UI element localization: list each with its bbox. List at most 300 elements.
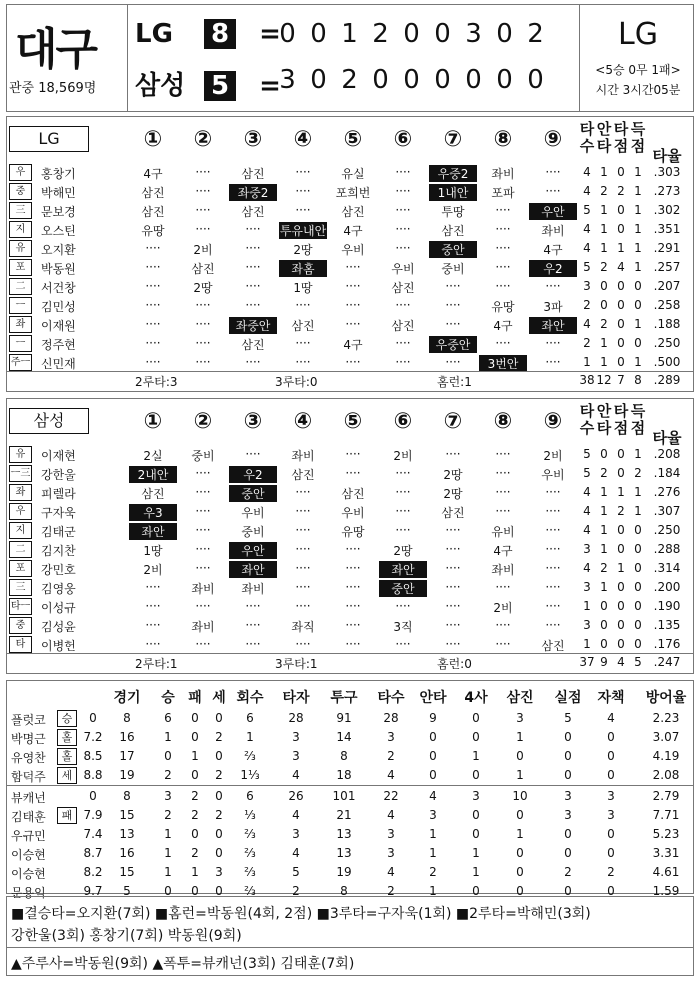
at-bat-result: 좌안 bbox=[129, 523, 177, 540]
team-label: LG bbox=[9, 126, 89, 152]
batting-stat: 0 bbox=[617, 637, 625, 651]
at-bat-result: ···· bbox=[545, 355, 561, 369]
pitching-stat: 3 bbox=[516, 711, 524, 725]
position-box: ㅡ bbox=[9, 335, 32, 352]
pitching-stat: 3 bbox=[292, 749, 300, 763]
batting-stat: .135 bbox=[653, 618, 681, 632]
pitching-stat: 17 bbox=[119, 749, 135, 763]
inning-score: 1 bbox=[341, 19, 358, 49]
batting-stat: .176 bbox=[653, 637, 681, 651]
inning-score: 0 bbox=[496, 19, 513, 49]
pitcher-era-prev: 0 bbox=[89, 789, 97, 803]
pitcher-name: 우규민 bbox=[11, 829, 46, 843]
pitching-stat: 8 bbox=[340, 884, 348, 898]
at-bat-result: ···· bbox=[495, 279, 511, 293]
at-bat-result: ···· bbox=[395, 504, 411, 518]
at-bat-result: 좌홈 bbox=[279, 260, 327, 277]
at-bat-result: ···· bbox=[445, 637, 461, 651]
batting-stat: .250 bbox=[653, 336, 681, 350]
pitcher-era-prev: 7.9 bbox=[83, 808, 103, 822]
pitching-stat: 1 bbox=[164, 846, 172, 860]
at-bat-result: 우3 bbox=[129, 504, 177, 521]
batting-stat: 2 bbox=[600, 561, 608, 575]
team-label: 삼성 bbox=[9, 408, 89, 434]
at-bat-result: ···· bbox=[495, 447, 511, 461]
batting-stat: 5 bbox=[583, 203, 591, 217]
position-box: 지 bbox=[9, 221, 32, 238]
pitching-header: 4사 bbox=[464, 690, 488, 706]
batting-stat: .208 bbox=[653, 447, 681, 461]
attendance: 관중 18,569명 bbox=[9, 81, 97, 96]
at-bat-result: 2내안 bbox=[129, 466, 177, 483]
batting-stat: 4 bbox=[583, 222, 591, 236]
at-bat-result: ···· bbox=[195, 523, 211, 537]
at-bat-result: ···· bbox=[545, 184, 561, 198]
at-bat-result: 4구 bbox=[543, 243, 563, 257]
at-bat-result: 2비 bbox=[543, 449, 563, 463]
at-bat-result: ···· bbox=[545, 618, 561, 632]
pitcher-era-prev: 7.2 bbox=[83, 730, 103, 744]
pitching-stat: 0 bbox=[215, 846, 223, 860]
position-box: ㅡ bbox=[9, 297, 32, 314]
batting-stat: 4 bbox=[583, 561, 591, 575]
inning-number: ① bbox=[143, 409, 163, 434]
batting-stat: 1 bbox=[634, 485, 642, 499]
at-bat-result: ···· bbox=[545, 279, 561, 293]
inning-number: ③ bbox=[243, 127, 263, 152]
at-bat-result: ···· bbox=[395, 165, 411, 179]
triples-total: 3루타:1 bbox=[275, 657, 318, 671]
pitching-header: 방어율 bbox=[645, 690, 687, 706]
at-bat-result: 유땅 bbox=[341, 525, 365, 539]
doubles-total: 2루타:3 bbox=[135, 375, 178, 389]
pitching-stat: 28 bbox=[288, 711, 304, 725]
pitching-header: 타수 bbox=[377, 690, 405, 706]
position-box: 좌 bbox=[9, 484, 32, 501]
pitching-stat: 1.59 bbox=[652, 884, 680, 898]
pitching-stat: 2 bbox=[607, 865, 615, 879]
pitching-stat: 0 bbox=[564, 846, 572, 860]
notes-line-1: ■결승타=오지환(7회) ■홈런=박동원(4회, 2점) ■3루타=구자욱(1회) ■2루타=박해민(3회) bbox=[11, 906, 591, 922]
stat-header: 타점 bbox=[613, 402, 629, 437]
at-bat-result: 삼진 bbox=[391, 319, 415, 333]
inning-score: 0 bbox=[496, 65, 513, 95]
at-bat-result: ···· bbox=[195, 184, 211, 198]
at-bat-result: ···· bbox=[495, 466, 511, 480]
pitching-stat: 28 bbox=[383, 711, 399, 725]
at-bat-result: 4구 bbox=[493, 544, 513, 558]
at-bat-result: ···· bbox=[245, 599, 261, 613]
at-bat-result: ···· bbox=[495, 580, 511, 594]
batting-stat: 0 bbox=[617, 523, 625, 537]
at-bat-result: ···· bbox=[445, 355, 461, 369]
pitching-stat: 2 bbox=[429, 865, 437, 879]
at-bat-result: ···· bbox=[295, 165, 311, 179]
at-bat-result: ···· bbox=[295, 637, 311, 651]
pitching-header: 투구 bbox=[330, 690, 358, 706]
at-bat-result: 중비 bbox=[191, 449, 215, 463]
position-box: 포 bbox=[9, 560, 32, 577]
pitching-stat: 0 bbox=[429, 768, 437, 782]
at-bat-result: ···· bbox=[395, 184, 411, 198]
pitching-stat: 3 bbox=[387, 846, 395, 860]
pitcher-name: 박명근 bbox=[11, 732, 46, 746]
pitching-stat: ⅔ bbox=[244, 827, 256, 841]
inning-number: ⑨ bbox=[543, 409, 563, 434]
pitching-stat: 19 bbox=[336, 865, 352, 879]
at-bat-result: ···· bbox=[245, 447, 261, 461]
player-name: 홍창기 bbox=[41, 167, 76, 181]
stat-header: 득점 bbox=[630, 120, 646, 155]
position-box: 우 bbox=[9, 503, 32, 520]
at-bat-result: 삼진 bbox=[141, 487, 165, 501]
at-bat-result: ···· bbox=[545, 485, 561, 499]
at-bat-result: ···· bbox=[295, 561, 311, 575]
at-bat-result: ···· bbox=[545, 580, 561, 594]
pitching-header: 세 bbox=[212, 690, 226, 706]
at-bat-result: ···· bbox=[345, 580, 361, 594]
pitching-stat: 15 bbox=[119, 865, 135, 879]
at-bat-result: 유땅 bbox=[141, 224, 165, 238]
stat-header: 안타 bbox=[596, 120, 612, 155]
batting-stat: 3 bbox=[583, 618, 591, 632]
at-bat-result: ···· bbox=[445, 447, 461, 461]
venue: 대구 bbox=[15, 24, 97, 75]
position-box: 좌 bbox=[9, 316, 32, 333]
at-bat-result: 투땅 bbox=[441, 205, 465, 219]
at-bat-result: 우안 bbox=[229, 542, 277, 559]
at-bat-result: 삼진 bbox=[141, 205, 165, 219]
pitching-stat: 3 bbox=[564, 808, 572, 822]
batting-stat: 4 bbox=[583, 184, 591, 198]
at-bat-result: ···· bbox=[145, 317, 161, 331]
pitching-stat: 4 bbox=[292, 808, 300, 822]
team-total: 5 bbox=[634, 655, 642, 669]
inning-number: ⑦ bbox=[443, 127, 463, 152]
at-bat-result: 좌비 bbox=[491, 167, 515, 181]
pitching-stat: 2 bbox=[215, 808, 223, 822]
batting-stat: 1 bbox=[634, 203, 642, 217]
at-bat-result: ···· bbox=[395, 241, 411, 255]
pitching-stat: 1 bbox=[429, 884, 437, 898]
at-bat-result: 4구 bbox=[493, 319, 513, 333]
pitching-stat: 3 bbox=[292, 827, 300, 841]
at-bat-result: ···· bbox=[345, 466, 361, 480]
pitching-header: 실점 bbox=[554, 690, 582, 706]
inning-number: ④ bbox=[293, 409, 313, 434]
stat-header: 타점 bbox=[613, 120, 629, 155]
triples-total: 3루타:0 bbox=[275, 375, 318, 389]
pitching-stat: 0 bbox=[564, 749, 572, 763]
batting-stat: 0 bbox=[600, 599, 608, 613]
at-bat-result: ···· bbox=[545, 504, 561, 518]
at-bat-result: 2비 bbox=[493, 601, 513, 615]
batting-stat: 1 bbox=[634, 260, 642, 274]
batting-stat: 4 bbox=[583, 317, 591, 331]
pitching-stat: 0 bbox=[215, 884, 223, 898]
inning-number: ⑨ bbox=[543, 127, 563, 152]
pitching-stat: 1 bbox=[429, 827, 437, 841]
pitching-stat: 0 bbox=[429, 749, 437, 763]
pitching-stat: 0 bbox=[215, 749, 223, 763]
at-bat-result: ···· bbox=[295, 203, 311, 217]
pitching-stat: 1 bbox=[164, 827, 172, 841]
pitching-header: 경기 bbox=[113, 690, 141, 706]
batting-stat: .314 bbox=[653, 561, 681, 575]
at-bat-result: ···· bbox=[395, 222, 411, 236]
at-bat-result: ···· bbox=[245, 298, 261, 312]
batting-stat: .184 bbox=[653, 466, 681, 480]
pitching-stat: 2.08 bbox=[652, 768, 680, 782]
at-bat-result: 우중안 bbox=[429, 336, 477, 353]
pitching-stat: 2 bbox=[164, 768, 172, 782]
pitcher-era-prev: 0 bbox=[89, 711, 97, 725]
at-bat-result: 우안 bbox=[529, 203, 577, 220]
at-bat-result: 4구 bbox=[343, 224, 363, 238]
at-bat-result: 삼진 bbox=[241, 338, 265, 352]
pitcher-era-prev: 8.7 bbox=[83, 846, 103, 860]
at-bat-result: ···· bbox=[495, 485, 511, 499]
at-bat-result: 삼진 bbox=[141, 186, 165, 200]
batting-stat: 0 bbox=[600, 637, 608, 651]
player-name: 오스틴 bbox=[41, 224, 76, 238]
inning-score: 3 bbox=[279, 65, 296, 95]
inning-score: 0 bbox=[403, 65, 420, 95]
batting-stat: .258 bbox=[653, 298, 681, 312]
batting-stat: .207 bbox=[653, 279, 681, 293]
batting-stat: 1 bbox=[583, 599, 591, 613]
pitching-stat: 91 bbox=[336, 711, 352, 725]
inning-score: 0 bbox=[434, 65, 451, 95]
pitching-stat: 4 bbox=[387, 865, 395, 879]
pitching-stat: 0 bbox=[215, 789, 223, 803]
at-bat-result: ···· bbox=[245, 279, 261, 293]
pitching-stat: 4 bbox=[429, 789, 437, 803]
at-bat-result: ···· bbox=[195, 336, 211, 350]
batting-stat: 4 bbox=[583, 485, 591, 499]
batting-stat: 4 bbox=[583, 241, 591, 255]
at-bat-result: ···· bbox=[395, 466, 411, 480]
position-box: 중 bbox=[9, 183, 32, 200]
at-bat-result: ···· bbox=[545, 523, 561, 537]
batting-stat: 0 bbox=[617, 222, 625, 236]
at-bat-result: 우비 bbox=[391, 262, 415, 276]
inning-number: ⑧ bbox=[493, 409, 513, 434]
batting-stat: 2 bbox=[600, 317, 608, 331]
pitching-stat: 0 bbox=[215, 827, 223, 841]
at-bat-result: ···· bbox=[445, 542, 461, 556]
pitching-stat: 3 bbox=[472, 789, 480, 803]
at-bat-result: ···· bbox=[345, 542, 361, 556]
at-bat-result: ···· bbox=[245, 260, 261, 274]
player-name: 김영웅 bbox=[41, 582, 76, 596]
at-bat-result: ···· bbox=[295, 523, 311, 537]
notes-line-2: 강한울(3회) 홍창기(7회) 박동원(9회) bbox=[11, 928, 242, 944]
pitching-stat: 5 bbox=[292, 865, 300, 879]
batting-stat: 1 bbox=[600, 485, 608, 499]
batting-stat: 1 bbox=[600, 241, 608, 255]
pitcher-era-prev: 7.4 bbox=[83, 827, 103, 841]
batting-stat: 0 bbox=[617, 165, 625, 179]
at-bat-result: ···· bbox=[445, 279, 461, 293]
pitcher-name: 플럿코 bbox=[11, 713, 46, 727]
at-bat-result: ···· bbox=[195, 317, 211, 331]
team-total: 38 bbox=[579, 373, 595, 387]
at-bat-result: ···· bbox=[145, 279, 161, 293]
batting-stat: 1 bbox=[600, 336, 608, 350]
batting-stat: .250 bbox=[653, 523, 681, 537]
position-box: 주ㅡ bbox=[9, 354, 32, 371]
batting-stat: 0 bbox=[617, 317, 625, 331]
pitching-stat: 0 bbox=[516, 808, 524, 822]
pitching-stat: 10 bbox=[512, 789, 528, 803]
stat-header: 타율 bbox=[652, 147, 682, 165]
at-bat-result: ···· bbox=[495, 241, 511, 255]
inning-number: ⑧ bbox=[493, 127, 513, 152]
team-total: .247 bbox=[653, 655, 681, 669]
pitching-header: 안타 bbox=[419, 690, 447, 706]
at-bat-result: 좌안 bbox=[379, 561, 427, 578]
pitching-stat: 3 bbox=[564, 789, 572, 803]
batting-stat: 0 bbox=[600, 447, 608, 461]
at-bat-result: ···· bbox=[345, 260, 361, 274]
pitching-header: 회수 bbox=[236, 690, 264, 706]
batting-stat: 1 bbox=[600, 222, 608, 236]
batting-stat: .188 bbox=[653, 317, 681, 331]
pitcher-era-prev: 8.5 bbox=[83, 749, 103, 763]
pitching-stat: 1 bbox=[516, 827, 524, 841]
pitching-stat: 8 bbox=[123, 789, 131, 803]
position-box: 타ㅡ bbox=[9, 598, 32, 615]
pitching-stat: 0 bbox=[607, 749, 615, 763]
inning-score: 0 bbox=[403, 19, 420, 49]
at-bat-result: ···· bbox=[495, 336, 511, 350]
batting-stat: .190 bbox=[653, 599, 681, 613]
pitching-stat: 0 bbox=[516, 749, 524, 763]
pitching-stat: 1 bbox=[472, 846, 480, 860]
at-bat-result: ···· bbox=[245, 618, 261, 632]
at-bat-result: ···· bbox=[445, 317, 461, 331]
player-name: 김태군 bbox=[41, 525, 76, 539]
at-bat-result: ···· bbox=[195, 599, 211, 613]
pitching-stat: 1 bbox=[164, 865, 172, 879]
at-bat-result: ···· bbox=[545, 165, 561, 179]
batting-stat: 3 bbox=[583, 279, 591, 293]
batting-stat: 1 bbox=[600, 504, 608, 518]
at-bat-result: ···· bbox=[445, 580, 461, 594]
team-name: LG bbox=[135, 19, 173, 49]
inning-score: 0 bbox=[310, 19, 327, 49]
pitching-stat: 5 bbox=[123, 884, 131, 898]
batting-stat: 3 bbox=[583, 580, 591, 594]
pitching-stat: 1 bbox=[472, 749, 480, 763]
player-name: 이성규 bbox=[41, 601, 76, 615]
at-bat-result: 3직 bbox=[393, 620, 413, 634]
position-box: 유 bbox=[9, 446, 32, 463]
decision-box: 홀 bbox=[57, 748, 77, 765]
at-bat-result: ···· bbox=[345, 355, 361, 369]
batting-stat: 1 bbox=[634, 184, 642, 198]
player-name: 서건창 bbox=[41, 281, 76, 295]
at-bat-result: 4구 bbox=[143, 167, 163, 181]
pitching-stat: 16 bbox=[119, 846, 135, 860]
pitching-stat: 0 bbox=[191, 827, 199, 841]
at-bat-result: 좌중안 bbox=[229, 317, 277, 334]
pitcher-name: 유영찬 bbox=[11, 751, 46, 765]
batting-stat: 0 bbox=[634, 279, 642, 293]
pitching-stat: 3 bbox=[292, 730, 300, 744]
at-bat-result: ···· bbox=[295, 504, 311, 518]
batting-stat: 0 bbox=[600, 279, 608, 293]
at-bat-result: 2비 bbox=[193, 243, 213, 257]
pitching-stat: 4 bbox=[387, 808, 395, 822]
batting-stat: 0 bbox=[617, 298, 625, 312]
at-bat-result: ···· bbox=[145, 298, 161, 312]
pitching-stat: 3 bbox=[607, 808, 615, 822]
at-bat-result: 삼진 bbox=[341, 487, 365, 501]
batting-stat: 4 bbox=[583, 165, 591, 179]
position-box: 지 bbox=[9, 522, 32, 539]
batting-stat: 4 bbox=[617, 260, 625, 274]
stat-header: 안타 bbox=[596, 402, 612, 437]
at-bat-result: ···· bbox=[395, 637, 411, 651]
samsung-batting-section bbox=[6, 398, 694, 674]
pitching-header: 삼진 bbox=[506, 690, 534, 706]
batting-stat: 0 bbox=[617, 580, 625, 594]
at-bat-result: ···· bbox=[195, 298, 211, 312]
at-bat-result: 투유내안 bbox=[279, 224, 327, 238]
pitching-stat: 3.31 bbox=[652, 846, 680, 860]
at-bat-result: 좌중2 bbox=[229, 184, 277, 201]
position-box: 二 bbox=[9, 541, 32, 558]
pitching-stat: 22 bbox=[383, 789, 399, 803]
at-bat-result: ···· bbox=[195, 222, 211, 236]
pitching-stat: 2 bbox=[215, 730, 223, 744]
inning-number: ⑥ bbox=[393, 409, 413, 434]
inning-number: ① bbox=[143, 127, 163, 152]
at-bat-result: 삼진 bbox=[541, 639, 565, 653]
inning-score: 2 bbox=[372, 19, 389, 49]
at-bat-result: 중비 bbox=[441, 262, 465, 276]
pitching-stat: 2 bbox=[164, 808, 172, 822]
at-bat-result: 2땅 bbox=[293, 243, 313, 257]
at-bat-result: 1땅 bbox=[143, 544, 163, 558]
batting-stat: .302 bbox=[653, 203, 681, 217]
at-bat-result: ···· bbox=[295, 336, 311, 350]
decision-box: 패 bbox=[57, 807, 77, 824]
pitching-stat: 2 bbox=[387, 749, 395, 763]
inning-score: 0 bbox=[279, 19, 296, 49]
at-bat-result: 중안 bbox=[229, 485, 277, 502]
player-name: 피렐라 bbox=[41, 487, 76, 501]
batting-stat: 0 bbox=[634, 336, 642, 350]
batting-stat: 1 bbox=[634, 241, 642, 255]
at-bat-result: ···· bbox=[345, 279, 361, 293]
batting-stat: .291 bbox=[653, 241, 681, 255]
batting-stat: 1 bbox=[600, 542, 608, 556]
at-bat-result: 2실 bbox=[143, 449, 163, 463]
stat-header: 타수 bbox=[579, 120, 595, 155]
batting-stat: 5 bbox=[583, 260, 591, 274]
at-bat-result: 1땅 bbox=[293, 281, 313, 295]
pitching-stat: ⅔ bbox=[244, 749, 256, 763]
pitching-stat: 0 bbox=[607, 846, 615, 860]
pitching-stat: ⅓ bbox=[244, 808, 256, 822]
player-name: 문보경 bbox=[41, 205, 76, 219]
inning-score: 3 bbox=[465, 19, 482, 49]
at-bat-result: 삼진 bbox=[241, 167, 265, 181]
pitching-stat: 2 bbox=[215, 768, 223, 782]
